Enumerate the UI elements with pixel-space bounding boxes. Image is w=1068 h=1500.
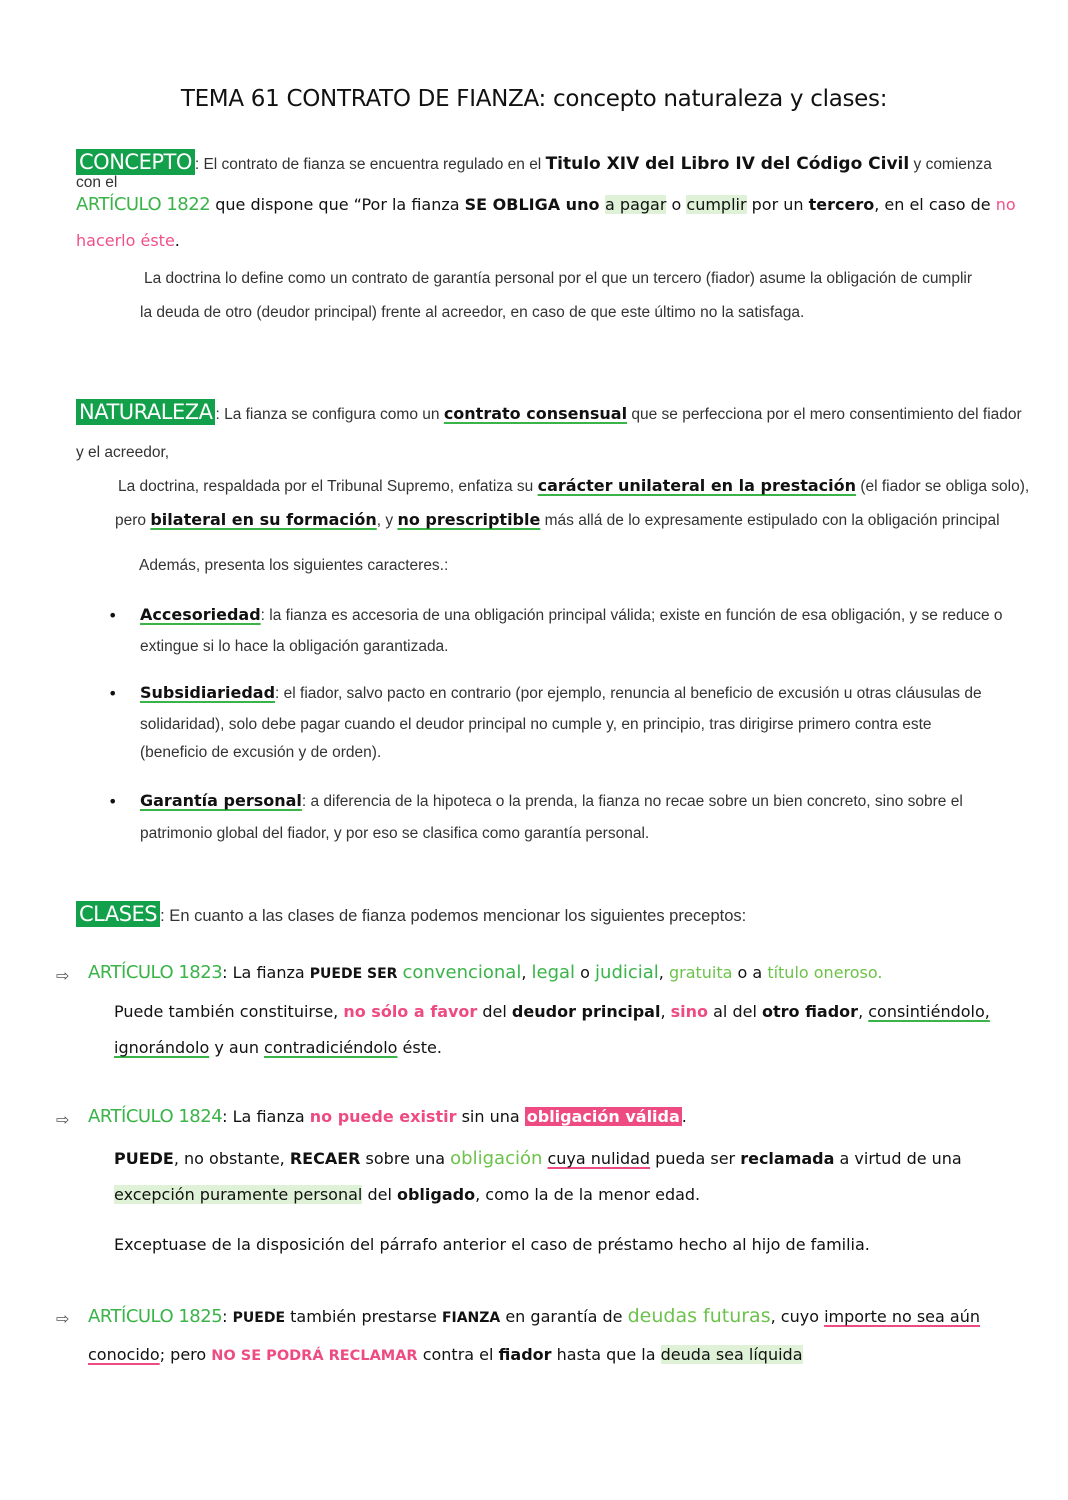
garantia-personal-label: Garantía personal [140, 791, 302, 810]
bullet-garantia-personal: • [108, 792, 118, 811]
article-1823: ARTÍCULO 1823 [88, 962, 223, 983]
article-1824: ARTÍCULO 1824 [88, 1106, 223, 1127]
article-1824-line-3: excepción puramente personal del obligado, como la de la menor edad. [114, 1185, 701, 1204]
accesoriedad-label: Accesoriedad [140, 605, 261, 624]
article-1824-line-2: PUEDE, no obstante, RECAER sobre una obligación cuya nulidad pueda ser reclamada a virtud de una [114, 1148, 962, 1169]
accesoriedad-line-1: Accesoriedad: la fianza es accesoria de una obligación principal válida; existe en función de esa obligación, y se reduce o [140, 605, 1003, 624]
article-1825-line-2: conocido; pero NO SE PODRÁ RECLAMAR contra el fiador hasta que la deuda sea líquida [88, 1345, 803, 1364]
concepto-line-1: CONCEPTO : El contrato de fianza se encuentra regulado en el Titulo XIV del Libro IV del Código Civil y comienza con el [76, 150, 992, 191]
naturaleza-heading: NATURALEZA [76, 399, 215, 425]
garantia-personal-line-1: Garantía personal: a diferencia de la hipoteca o la prenda, la fianza no recae sobre un bien concreto, sino sobre el [140, 791, 963, 810]
garantia-personal-line-2: patrimonio global del fiador, y por eso se clasifica como garantía personal. [140, 825, 650, 842]
article-1825: ARTÍCULO 1825 [88, 1306, 223, 1327]
bullet-accesoriedad: • [108, 606, 118, 625]
naturaleza-line-1: NATURALEZA : La fianza se configura como un contrato consensual que se perfecciona por el mero consentimiento del fiador [76, 400, 996, 424]
subsidiariedad-line-3: (beneficio de excusión y de orden). [140, 744, 382, 761]
article-1823-line-1: ARTÍCULO 1823: La fianza PUEDE SER convencional, legal o judicial, gratuita o a título oneroso. [88, 962, 883, 983]
bullet-subsidiariedad: • [108, 684, 118, 703]
accesoriedad-line-2: extingue si lo hace la obligación garantizada. [140, 638, 449, 655]
arrow-icon: ⇨ [56, 966, 70, 985]
concepto-heading: CONCEPTO [76, 149, 195, 175]
naturaleza-line-2: y el acreedor, [76, 444, 170, 461]
subsidiariedad-line-2: solidaridad), solo debe pagar cuando el deudor principal no cumple y, en principio, tras dirigirse primero contra este [140, 716, 932, 733]
arrow-icon: ⇨ [56, 1309, 70, 1328]
concepto-line-2: ARTÍCULO 1822 que dispone que “Por la fianza SE OBLIGA uno a pagar o cumplir por un tercero, en el caso de no [76, 194, 1016, 215]
article-1824-line-4: Exceptuase de la disposición del párrafo anterior el caso de préstamo hecho al hijo de familia. [114, 1235, 870, 1254]
arrow-icon: ⇨ [56, 1110, 70, 1129]
article-1823-line-2: Puede también constituirse, no sólo a favor del deudor principal, sino al del otro fiador, consintiéndolo, [114, 1002, 990, 1021]
concepto-line-3: hacerlo éste. [76, 231, 180, 250]
concepto-paragraph-line-1: La doctrina lo define como un contrato de garantía personal por el que un tercero (fiador) asume la obligación de cumplir [144, 270, 973, 287]
naturaleza-paragraph-line-1: La doctrina, respaldada por el Tribunal Supremo, enfatiza su carácter unilateral en la prestación (el fiador se obliga solo), [118, 476, 1030, 495]
article-1824-line-1: ARTÍCULO 1824: La fianza no puede existir sin una obligación válida . [88, 1106, 687, 1127]
subsidiariedad-line-1: Subsidiariedad: el fiador, salvo pacto en contrario (por ejemplo, renuncia al beneficio de excusión u otras cláusulas de [140, 683, 982, 702]
naturaleza-caracteres-intro: Además, presenta los siguientes caracteres.: [139, 557, 449, 574]
naturaleza-paragraph-line-2: pero bilateral en su formación, y no prescriptible más allá de lo expresamente estipulado con la obligación principal [115, 510, 1000, 529]
article-1823-line-3: ignorándolo y aun contradiciéndolo éste. [114, 1038, 442, 1057]
clases-line-1: CLASES : En cuanto a las clases de fianza podemos mencionar los siguientes preceptos: [76, 902, 996, 926]
article-1825-line-1: ARTÍCULO 1825: PUEDE también prestarse FIANZA en garantía de deudas futuras, cuyo importe no sea aún [88, 1305, 980, 1327]
article-1822: ARTÍCULO 1822 [76, 194, 211, 215]
concepto-paragraph-line-2: la deuda de otro (deudor principal) frente al acreedor, en caso de que este último no la satisfaga. [140, 304, 805, 321]
page-title: TEMA 61 CONTRATO DE FIANZA: concepto naturaleza y clases: [180, 86, 888, 112]
clases-heading: CLASES [76, 901, 160, 927]
subsidiariedad-label: Subsidiariedad [140, 683, 276, 702]
